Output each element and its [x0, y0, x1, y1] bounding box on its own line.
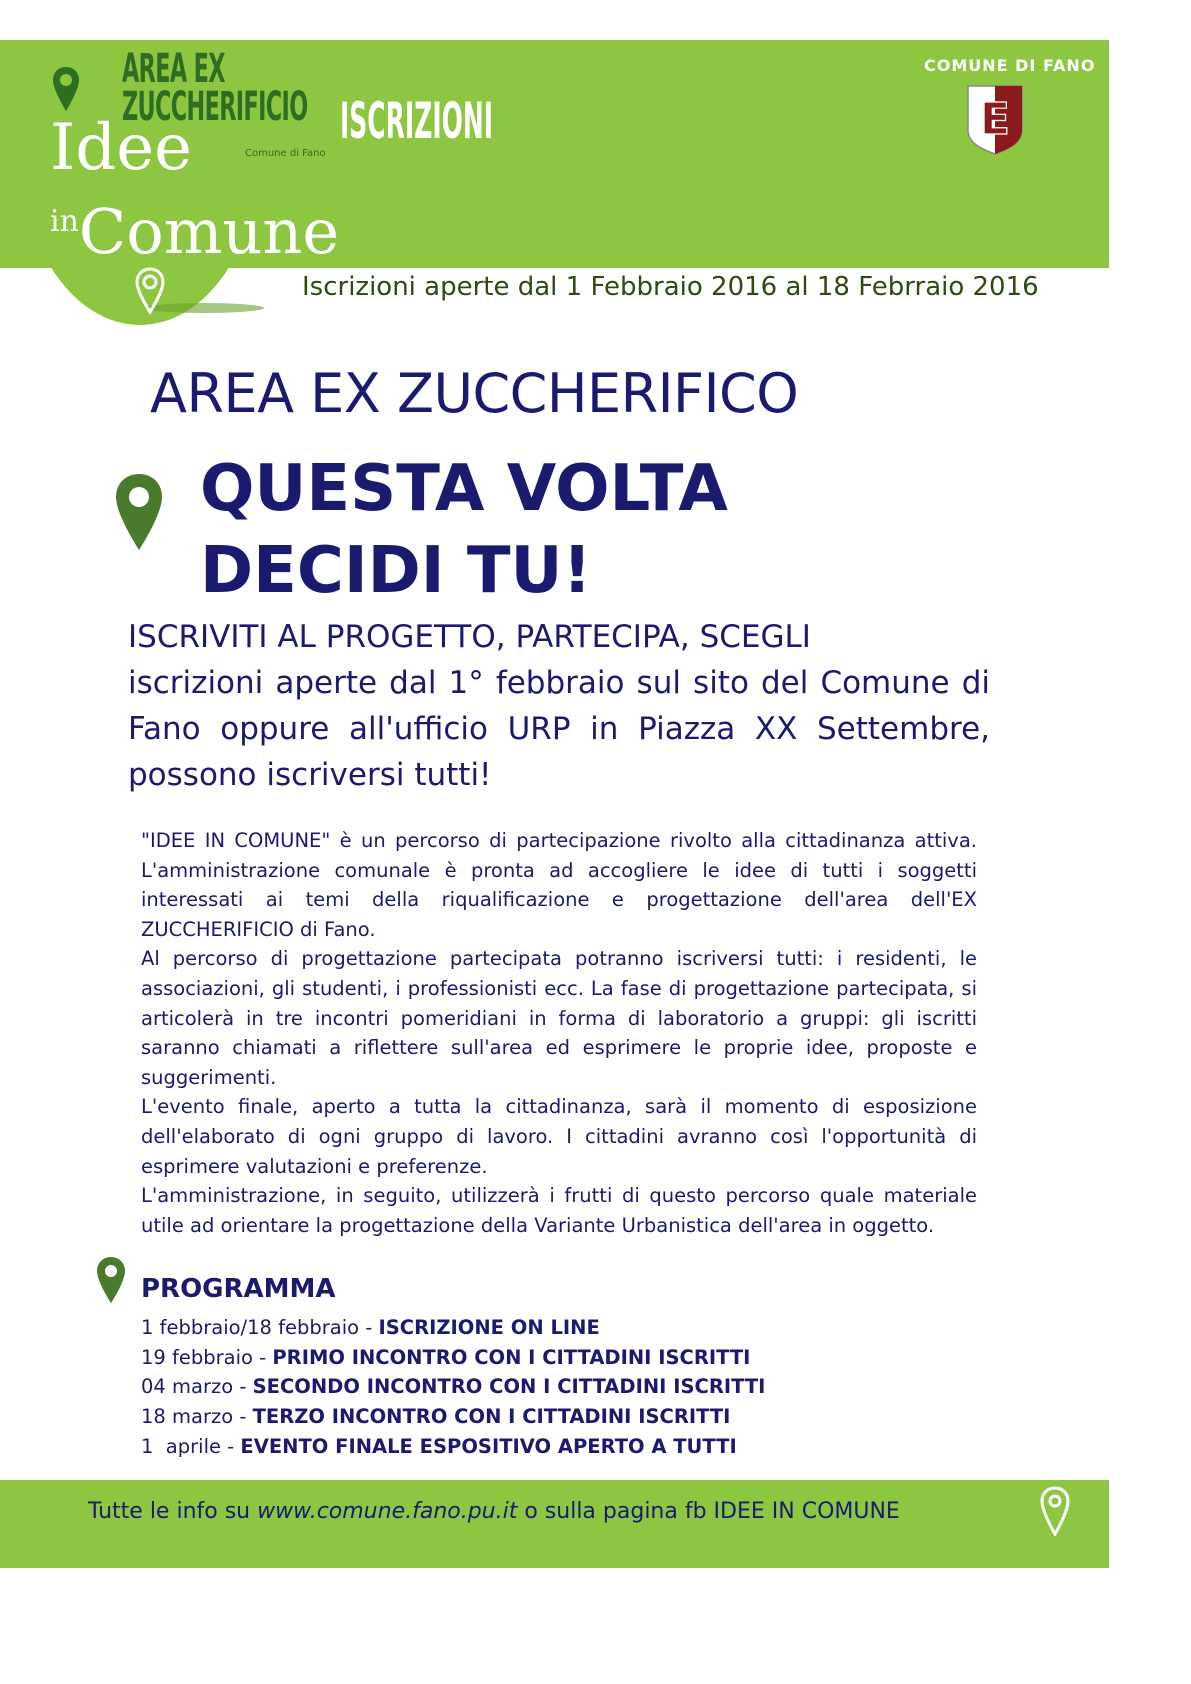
event-name: PRIMO INCONTRO CON I CITTADINI ISCRITTI — [272, 1345, 751, 1369]
programma-list — [141, 1313, 765, 1462]
event-name: TERZO INCONTRO CON I CITTADINI ISCRITTI — [252, 1405, 731, 1429]
location-pin-icon — [96, 1256, 126, 1304]
event-date: 1 febbraio/18 febbraio - — [141, 1316, 379, 1339]
comune-di-fano-label: COMUNE DI FANO — [924, 56, 1096, 75]
paragraph-3: L'evento finale, aperto a tutta la cittadinanza, sarà il momento di esposizione dell'elaborato di ogni gruppo di lavoro. I cittadini avranno così l'opportunità di esprimere valutazioni e preferenze. — [141, 1095, 977, 1178]
idee-text: Idee — [50, 111, 192, 185]
brand-line-1: AREA EX — [122, 46, 225, 92]
list-item — [141, 1372, 765, 1402]
location-pin-icon — [134, 266, 264, 318]
lead-paragraph — [128, 614, 990, 798]
location-pin-icon — [114, 472, 164, 552]
location-pin-icon — [1040, 1486, 1070, 1536]
lead-rest: iscrizioni aperte dal 1° febbraio sul sito del Comune di Fano oppure all'ufficio URP in Piazza XX Settembre, possono iscriversi tutti! — [128, 665, 990, 793]
page-title: AREA EX ZUCCHERIFICO — [150, 362, 799, 425]
list-item — [141, 1313, 765, 1343]
footer-suffix: o sulla pagina fb IDEE IN COMUNE — [517, 1499, 900, 1524]
footer-prefix: Tutte le info su — [88, 1499, 258, 1524]
event-name: EVENTO FINALE ESPOSITIVO APERTO A TUTTI — [240, 1434, 737, 1458]
headline-line-2: DECIDI TU! — [200, 534, 592, 608]
footer-info — [88, 1499, 900, 1524]
crest-icon — [966, 84, 1024, 156]
event-date: 04 marzo - — [141, 1375, 253, 1399]
event-date: 18 marzo - — [141, 1405, 253, 1429]
lead-first-line: ISCRIVITI AL PROGETTO, PARTECIPA, SCEGLI — [128, 619, 811, 655]
event-name: ISCRIZIONE ON LINE — [378, 1316, 600, 1339]
event-date: 1 aprile - — [141, 1434, 241, 1458]
list-item — [141, 1343, 765, 1373]
comune-text: Comune — [78, 195, 340, 268]
event-date: 19 febbraio - — [141, 1345, 273, 1369]
footer-band — [0, 1480, 1109, 1568]
list-item — [141, 1402, 765, 1432]
registration-dates: Iscrizioni aperte dal 1 Febbraio 2016 al 18 Febrraio 2016 — [302, 272, 1039, 302]
brand-iscrizioni: ISCRIZIONI — [340, 92, 494, 150]
idee-wordmark — [50, 111, 192, 185]
crest-letter: E — [979, 94, 1011, 145]
headline — [200, 448, 728, 612]
programma-title: PROGRAMMA — [141, 1274, 336, 1304]
in-comune-wordmark — [50, 195, 339, 268]
brand-line-2: ZUCCHERIFICIO — [122, 84, 308, 130]
location-pin-icon — [52, 66, 80, 112]
paragraph-4: L'amministrazione, in seguito, utilizzerà i frutti di questo percorso quale materiale utile ad orientare la progettazione della Variante Urbanistica dell'area in oggetto. — [141, 1184, 977, 1237]
description-text — [141, 826, 977, 1240]
brand-subtitle: Comune di Fano — [245, 148, 326, 159]
list-item — [141, 1432, 765, 1462]
paragraph-1: "IDEE IN COMUNE" è un percorso di partecipazione rivolto alla cittadinanza attiva. L'amministrazione comunale è pronta ad accogliere le idee di tutti i soggetti interessati ai temi della riqualificazione e progettazione dell'area dell'EX ZUCCHERIFICIO di Fano. — [141, 829, 977, 941]
event-name: SECONDO INCONTRO CON I CITTADINI ISCRITTI — [252, 1375, 766, 1399]
in-text: in — [50, 204, 79, 239]
headline-line-1: QUESTA VOLTA — [200, 452, 728, 526]
paragraph-2: Al percorso di progettazione partecipata potranno iscriversi tutti: i residenti, le associazioni, gli studenti, i professionisti ecc. La fase di progettazione partecipata, si articolerà in tre incontri pomeridiani in forma di laboratorio a gruppi: gli iscritti saranno chiamati a riflettere sull'area ed esprimere le proprie idee, proposte e suggerimenti. — [141, 947, 977, 1089]
website-link[interactable]: www.comune.fano.pu.it — [257, 1499, 518, 1524]
